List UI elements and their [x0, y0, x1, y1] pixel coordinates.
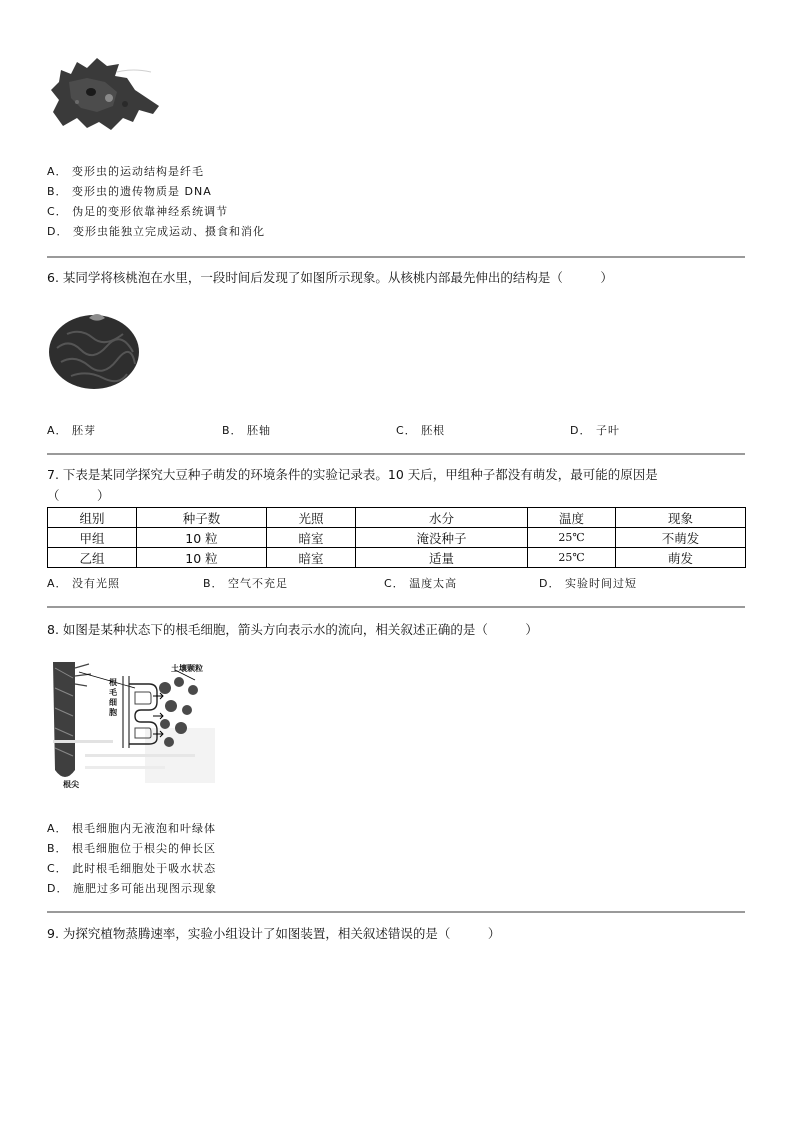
q5-option-d[interactable]: D． 变形虫能独立完成运动、摄食和消化: [47, 225, 265, 238]
q5-option-b[interactable]: B． 变形虫的遗传物质是 DNA: [47, 185, 212, 198]
q9-stem: 9. 为探究植物蒸腾速率，实验小组设计了如图装置，相关叙述错误的是（ ）: [47, 926, 501, 941]
q7-option-a[interactable]: A． 没有光照: [47, 577, 121, 590]
q6-option-b[interactable]: B． 胚轴: [222, 424, 272, 437]
q6-stem: 6. 某同学将核桃泡在水里，一段时间后发现了如图所示现象。从核桃内部最先伸出的结构是（ ）: [47, 270, 613, 285]
divider: [47, 453, 745, 455]
soil-particle-label: 土壤颗粒: [171, 664, 203, 673]
q7-option-d[interactable]: D． 实验时间过短: [539, 577, 637, 590]
divider: [47, 256, 745, 258]
q7-stem-line2: （ ）: [47, 488, 110, 503]
q8-option-b[interactable]: B． 根毛细胞位于根尖的伸长区: [47, 842, 217, 855]
table-cell: 10 粒: [137, 528, 267, 548]
table-cell: 淹没种子: [356, 528, 528, 548]
table-cell: 甲组: [48, 528, 137, 548]
table-cell: 暗室: [267, 548, 356, 568]
root-hair-cell-label: 根毛细胞: [109, 678, 117, 717]
q5-option-a[interactable]: A． 变形虫的运动结构是纤毛: [47, 165, 205, 178]
q6-option-a[interactable]: A． 胚芽: [47, 424, 97, 437]
table-header-cell: 温度: [528, 508, 616, 528]
q8-stem: 8. 如图是某种状态下的根毛细胞，箭头方向表示水的流向，相关叙述正确的是（ ）: [47, 622, 538, 637]
table-header-cell: 现象: [616, 508, 746, 528]
q6-option-d[interactable]: D． 子叶: [570, 424, 620, 437]
table-cell: 10 粒: [137, 548, 267, 568]
divider: [47, 911, 745, 913]
table-cell: 暗室: [267, 528, 356, 548]
q7-option-c[interactable]: C． 温度太高: [384, 577, 458, 590]
root-tip-label: 根尖: [63, 780, 79, 789]
table-row: [48, 528, 746, 548]
table-header-cell: 光照: [267, 508, 356, 528]
table-cell: 25℃: [528, 548, 616, 568]
table-header-cell: 种子数: [137, 508, 267, 528]
q7-option-b[interactable]: B． 空气不充足: [203, 577, 289, 590]
amoeba-image: [47, 52, 162, 134]
table-row: [48, 548, 746, 568]
walnut-image: [47, 308, 142, 390]
divider: [47, 606, 745, 608]
table-header-cell: 组别: [48, 508, 137, 528]
table-header-cell: 水分: [356, 508, 528, 528]
q8-option-c[interactable]: C． 此时根毛细胞处于吸水状态: [47, 862, 217, 875]
table-cell: 25℃: [528, 528, 616, 548]
table-cell: 不萌发: [616, 528, 746, 548]
experiment-table: [47, 507, 746, 568]
q6-option-c[interactable]: C． 胚根: [396, 424, 446, 437]
q7-stem-line1: 7. 下表是某同学探究大豆种子萌发的环境条件的实验记录表。10 天后，甲组种子都没有萌发，最可能的原因是: [47, 467, 658, 482]
table-cell: 适量: [356, 548, 528, 568]
q8-option-d[interactable]: D． 施肥过多可能出现图示现象: [47, 882, 217, 895]
table-cell: 萌发: [616, 548, 746, 568]
q8-option-a[interactable]: A． 根毛细胞内无液泡和叶绿体: [47, 822, 217, 835]
q5-option-c[interactable]: C． 伪足的变形依靠神经系统调节: [47, 205, 229, 218]
table-header-row: [48, 508, 746, 528]
table-cell: 乙组: [48, 548, 137, 568]
root-hair-diagram: [45, 658, 225, 793]
